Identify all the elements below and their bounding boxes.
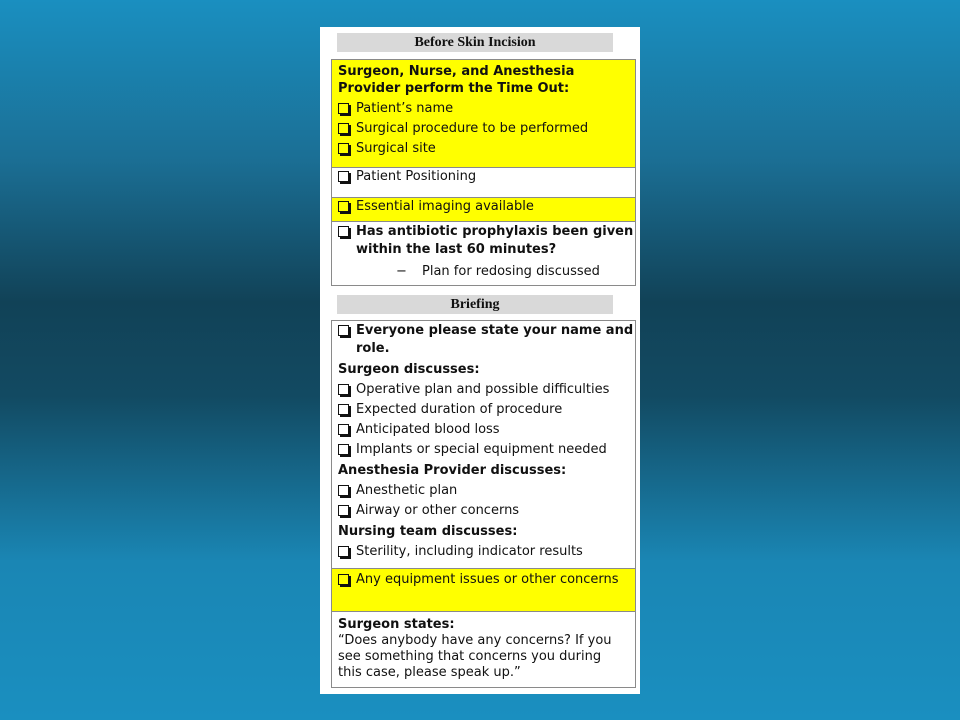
item-label: Plan for redosing discussed xyxy=(422,264,600,279)
item-label: Anesthetic plan xyxy=(356,483,458,498)
dash-icon: − xyxy=(396,264,407,279)
checklist-item xyxy=(332,543,635,561)
checkbox-icon[interactable] xyxy=(338,485,349,496)
checkbox-icon[interactable] xyxy=(338,424,349,435)
time-out-title: Surgeon, Nurse, and Anesthesia Provider perform the Time Out: xyxy=(338,64,575,96)
checkbox-icon[interactable] xyxy=(338,103,349,114)
checklist-item xyxy=(332,120,635,138)
checkbox-icon[interactable] xyxy=(338,404,349,415)
nursing-heading: Nursing team discusses: xyxy=(338,524,518,539)
checkbox-icon[interactable] xyxy=(338,325,349,336)
redosing-item xyxy=(332,263,635,281)
equipment-box xyxy=(331,568,636,612)
item-label: Essential imaging available xyxy=(356,199,534,214)
item-label: Patient’s name xyxy=(356,101,454,116)
checkbox-icon[interactable] xyxy=(338,226,349,237)
item-label: Airway or other concerns xyxy=(356,503,520,518)
item-label: Operative plan and possible difficulties xyxy=(356,382,610,397)
item-label: Patient Positioning xyxy=(356,169,477,184)
anesthesia-heading: Anesthesia Provider discusses: xyxy=(338,463,567,478)
checklist-item xyxy=(332,482,635,500)
checkbox-icon[interactable] xyxy=(338,546,349,557)
item-label: Surgical site xyxy=(356,141,436,156)
checkbox-icon[interactable] xyxy=(338,505,349,516)
checklist-item xyxy=(332,140,635,158)
item-label: Anticipated blood loss xyxy=(356,422,500,437)
surgeon-heading: Surgeon discusses: xyxy=(338,362,480,377)
surgeon-states-quote: “Does anybody have any concerns? If you see something that concerns you during this case, please speak up.” xyxy=(338,633,612,680)
checkbox-icon[interactable] xyxy=(338,574,349,585)
item-label: Has antibiotic prophylaxis been given within the last 60 minutes? xyxy=(356,224,634,257)
checklist-item xyxy=(332,401,635,419)
checklist-card xyxy=(320,27,640,694)
checklist-item xyxy=(332,168,635,186)
checkbox-icon[interactable] xyxy=(338,171,349,182)
item-label: Implants or special equipment needed xyxy=(356,442,607,457)
item-label: Sterility, including indicator results xyxy=(356,544,583,559)
checklist-item xyxy=(332,441,635,459)
item-label: Everyone please state your name and role. xyxy=(356,323,634,356)
checklist-item xyxy=(332,571,635,589)
time-out-box xyxy=(331,59,636,168)
imaging-box xyxy=(331,197,636,222)
surgeon-states-box xyxy=(331,611,636,688)
item-label: Expected duration of procedure xyxy=(356,402,563,417)
checklist-item xyxy=(332,421,635,439)
checklist-item xyxy=(332,100,635,118)
briefing-box xyxy=(331,320,636,569)
surgeon-states-heading: Surgeon states: xyxy=(338,617,455,632)
checkbox-icon[interactable] xyxy=(338,143,349,154)
briefing-header: Briefing xyxy=(337,295,613,314)
checklist-item xyxy=(332,502,635,520)
checklist-item xyxy=(332,198,635,216)
positioning-box xyxy=(331,167,636,198)
before-skin-incision-header: Before Skin Incision xyxy=(337,33,613,52)
checkbox-icon[interactable] xyxy=(338,123,349,134)
checkbox-icon[interactable] xyxy=(338,444,349,455)
item-label: Surgical procedure to be performed xyxy=(356,121,589,136)
checklist-item xyxy=(332,322,635,358)
checklist-item xyxy=(332,223,635,259)
antibiotic-box xyxy=(331,221,636,286)
checkbox-icon[interactable] xyxy=(338,201,349,212)
checklist-item xyxy=(332,381,635,399)
item-label: Any equipment issues or other concerns xyxy=(356,572,619,587)
checkbox-icon[interactable] xyxy=(338,384,349,395)
